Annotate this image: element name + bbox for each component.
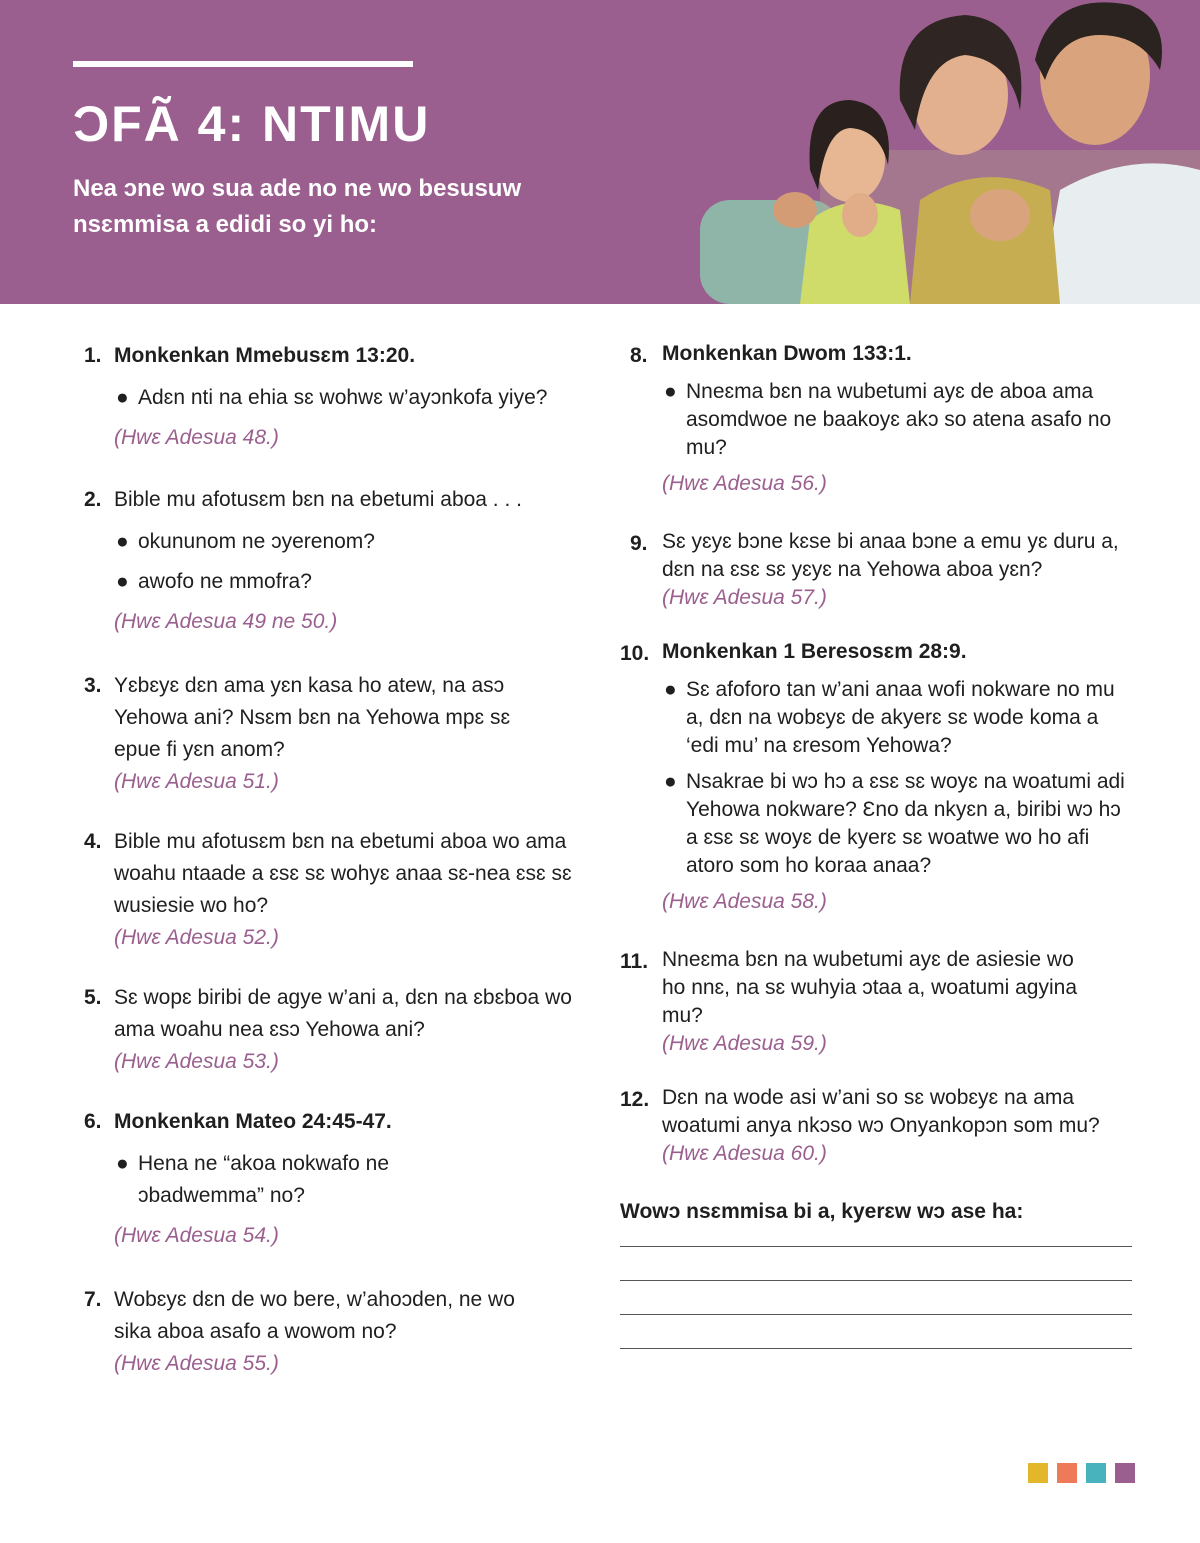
writing-line[interactable] — [620, 1314, 1132, 1315]
question-6 — [84, 1106, 604, 1252]
family-praying-illustration — [700, 0, 1200, 304]
bullet-item: ● Adɛn nti na ehia sɛ wohwɛ w’ayɔnkofa yiye? — [114, 382, 604, 414]
question-text: Dɛn na wode asi w’ani so sɛ wobɛyɛ na ama woatumi anya nkɔso wɔ Onyankopɔn som mu? — [662, 1086, 1100, 1137]
question-9 — [620, 528, 1135, 612]
lesson-reference: (Hwɛ Adesua 51.) — [114, 770, 279, 793]
question-number: 9. — [630, 532, 648, 555]
question-4 — [84, 826, 604, 954]
right-question-column — [620, 340, 1135, 1382]
lesson-reference: (Hwɛ Adesua 54.) — [114, 1224, 279, 1247]
question-7 — [84, 1284, 604, 1380]
question-8 — [620, 340, 1135, 498]
lesson-reference: (Hwɛ Adesua 58.) — [662, 890, 827, 913]
writing-line[interactable] — [620, 1348, 1132, 1349]
bullet-icon: ● — [664, 678, 677, 701]
question-bullets — [662, 378, 1135, 462]
question-text: Monkenkan Mmebusɛm 13:20. — [114, 344, 416, 367]
question-11 — [620, 946, 1135, 1058]
question-bullets — [114, 526, 604, 598]
swatch-yellow — [1028, 1463, 1048, 1483]
bullet-icon: ● — [664, 770, 677, 793]
writing-line[interactable] — [620, 1280, 1132, 1281]
bullet-item: ● Nsakrae bi wɔ hɔ a ɛsɛ sɛ woyɛ na woatumi adi Yehowa nokware? Ɛno da nkyɛn a, biribi wɔ hɔ a ɛsɛ sɛ woyɛ de kyerɛ sɛ woatwe wo ho afi atoro som ho koraa anaa? — [664, 770, 1125, 877]
question-2 — [84, 484, 604, 638]
question-text: Monkenkan 1 Beresosɛm 28:9. — [662, 640, 967, 663]
question-bullets — [114, 382, 604, 414]
color-swatches — [1028, 1463, 1135, 1483]
lesson-reference: (Hwɛ Adesua 59.) — [662, 1032, 827, 1055]
bullet-item: ● Sɛ afoforo tan w’ani anaa wofi nokware no mu a, dɛn na wobɛyɛ de akyerɛ sɛ wode koma a ‘edi mu’ na ɛresom Yehowa? — [664, 678, 1115, 757]
question-12 — [620, 1084, 1135, 1168]
lesson-reference: (Hwɛ Adesua 60.) — [662, 1142, 827, 1165]
question-1 — [84, 340, 604, 454]
question-bullets — [662, 676, 1135, 880]
lesson-reference: (Hwɛ Adesua 56.) — [662, 472, 827, 495]
lesson-reference: (Hwɛ Adesua 53.) — [114, 1050, 279, 1073]
swatch-teal — [1086, 1463, 1106, 1483]
question-number: 11. — [620, 950, 649, 973]
bullet-item: ● okununom ne ɔyerenom? — [114, 526, 604, 558]
lesson-reference: (Hwɛ Adesua 49 ne 50.) — [114, 610, 338, 633]
question-text: Yɛbɛyɛ dɛn ama yɛn kasa ho atew, na asɔ Yehowa ani? Nsɛm bɛn na Yehowa mpɛ sɛ epue fi yɛn anom? — [114, 674, 511, 761]
bullet-icon: ● — [116, 386, 129, 409]
left-question-column — [84, 340, 604, 1380]
question-number: 1. — [84, 344, 102, 367]
writing-line[interactable] — [620, 1246, 1132, 1247]
question-bullets — [114, 1148, 604, 1212]
lesson-reference: (Hwɛ Adesua 52.) — [114, 926, 279, 949]
lesson-reference: (Hwɛ Adesua 57.) — [662, 586, 827, 609]
question-text: Sɛ wopɛ biribi de agye w’ani a, dɛn na ɛbɛboa wo ama woahu nea ɛsɔ Yehowa ani? — [114, 986, 572, 1041]
lesson-reference: (Hwɛ Adesua 55.) — [114, 1352, 279, 1375]
swatch-orange — [1057, 1463, 1077, 1483]
question-3 — [84, 670, 604, 798]
page-title: ƆFÃ 4: NTIMU — [73, 96, 431, 152]
bullet-item: ● awofo ne mmofra? — [114, 566, 604, 598]
question-text: Monkenkan Mateo 24:45-47. — [114, 1110, 392, 1133]
question-number: 10. — [620, 642, 650, 665]
bullet-item: ● Nneɛma bɛn na wubetumi ayɛ de aboa ama asomdwoe ne baakoyɛ akɔ so atena asafo no mu? — [664, 380, 1112, 459]
question-number: 7. — [84, 1288, 102, 1311]
signature-label: Wowɔ nsɛmmisa bi a, kyerɛw wɔ ase ha: — [620, 1200, 1024, 1223]
bullet-icon: ● — [116, 570, 129, 593]
question-text: Monkenkan Dwom 133:1. — [662, 342, 912, 365]
question-number: 2. — [84, 488, 102, 511]
question-number: 12. — [620, 1088, 650, 1111]
question-number: 5. — [84, 986, 102, 1009]
question-number: 6. — [84, 1110, 102, 1133]
writing-lines — [620, 1246, 1135, 1349]
question-text: Bible mu afotusɛm bɛn na ebetumi aboa wo ama woahu ntaade a ɛsɛ sɛ wohyɛ anaa sɛ-nea ɛsɛ sɛ wusiesie wo ho? — [114, 830, 572, 917]
question-text: Wobɛyɛ dɛn de wo bere, w’ahoɔden, ne wo sika aboa asafo a wowom no? — [114, 1288, 515, 1343]
bullet-icon: ● — [664, 380, 677, 403]
header-banner — [0, 0, 1200, 304]
question-5 — [84, 982, 604, 1078]
page-subtitle: Nea ɔne wo sua ade no ne wo besusuw nsɛmmisa a edidi so yi ho: — [73, 175, 522, 238]
question-number: 3. — [84, 674, 102, 697]
signature-section — [620, 1196, 1135, 1349]
header-rule — [73, 61, 413, 67]
question-text: Nneɛma bɛn na wubetumi ayɛ de asiesie wo ho nnɛ, na sɛ wuhyia ɔtaa a, woatumi agyina mu? — [662, 948, 1077, 1027]
bullet-item: ● Hena ne “akoa nokwafo ne ɔbadwemma” no? — [114, 1148, 438, 1212]
bullet-icon: ● — [116, 530, 129, 553]
question-number: 4. — [84, 830, 102, 853]
question-text: Bible mu afotusɛm bɛn na ebetumi aboa . . . — [114, 488, 522, 511]
question-text: Sɛ yɛyɛ bɔne kɛse bi anaa bɔne a emu yɛ duru a, dɛn na ɛsɛ sɛ yɛyɛ na Yehowa aboa yɛn? — [662, 530, 1119, 581]
bullet-icon: ● — [116, 1152, 129, 1175]
lesson-reference: (Hwɛ Adesua 48.) — [114, 426, 279, 449]
swatch-purple — [1115, 1463, 1135, 1483]
question-10 — [620, 638, 1135, 916]
question-number: 8. — [630, 344, 648, 367]
